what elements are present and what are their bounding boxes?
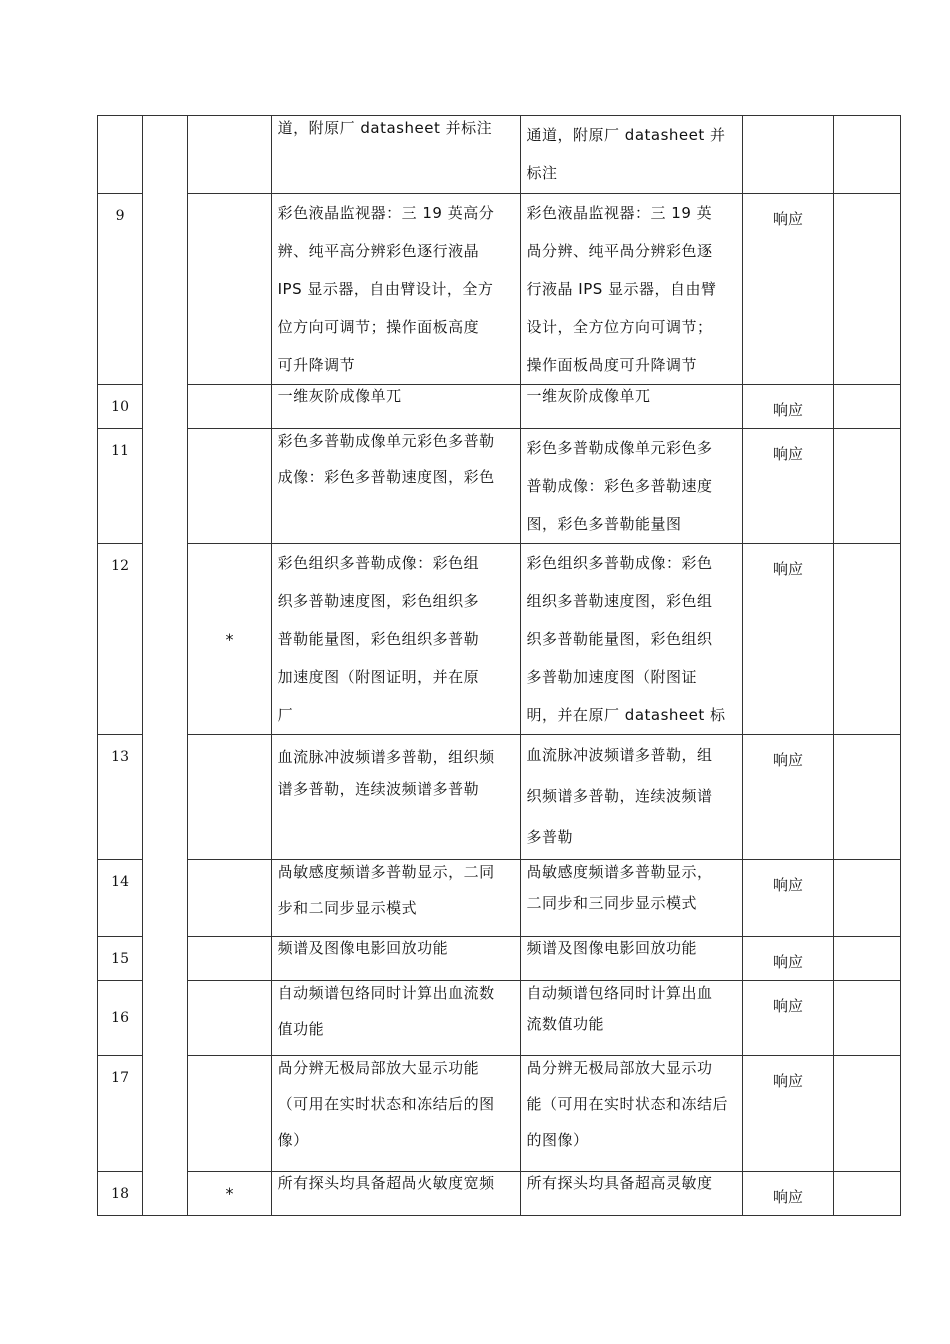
star-cell: * (188, 1172, 271, 1216)
answer-cell: 响应 (743, 735, 833, 860)
star-cell (188, 981, 271, 1056)
response-line: 织多普勒能量图，彩色组织 (526, 630, 713, 648)
requirement-line: 自动频谱包络同时计算出血流数 (277, 984, 495, 1002)
requirement-cell (271, 194, 520, 385)
row-number: 17 (98, 1056, 143, 1172)
remark-cell (833, 860, 900, 937)
spec-table (97, 115, 901, 1216)
spec-table-body (98, 116, 901, 1216)
requirement-cell (271, 860, 520, 937)
response-cell (520, 429, 743, 544)
requirement-cell (271, 937, 520, 981)
response-line: 操作面板咼度可升降调节 (526, 356, 698, 374)
remark-cell (833, 385, 900, 429)
table-row (98, 860, 901, 937)
requirement-line: 位方向可调节；操作面板高度 (277, 318, 480, 336)
requirement-line: 彩色多普勒成像单元彩色多普勒 (277, 432, 495, 450)
remark-cell (833, 1172, 900, 1216)
response-line: 彩色多普勒成像单元彩色多 (526, 439, 713, 457)
response-line: 织频谱多普勒，连续波频谱 (526, 787, 713, 805)
requirement-line: 步和二同步显示模式 (277, 899, 418, 917)
requirement-line: 加速度图（附图证明，并在原 (277, 668, 480, 686)
response-line: 自动频谱包络同时计算出血 (526, 984, 713, 1002)
remark-cell (833, 981, 900, 1056)
requirement-cell (271, 1056, 520, 1172)
response-line: 行液晶 IPS 显示器，自由臂 (526, 280, 717, 298)
response-cell (520, 735, 743, 860)
remark-cell (833, 544, 900, 735)
row-number: 16 (98, 981, 143, 1056)
requirement-line: 辨、纯平高分辨彩色逐行液晶 (277, 242, 480, 260)
requirement-line: 普勒能量图，彩色组织多普勒 (277, 630, 480, 648)
table-row (98, 735, 901, 860)
requirement-line: （可用在实时状态和冻结后的图 (277, 1095, 495, 1113)
response-line: 能（可用在实时状态和冻结后 (526, 1095, 729, 1113)
answer-cell: 响应 (743, 860, 833, 937)
response-line: 图，彩色多普勒能量图 (526, 515, 682, 533)
response-line: 组织多普勒速度图，彩色组 (526, 592, 713, 610)
requirement-line: 像） (277, 1131, 309, 1149)
response-cell (520, 544, 743, 735)
star-cell (188, 860, 271, 937)
remark-cell (833, 429, 900, 544)
table-row (98, 544, 901, 735)
response-cell (520, 937, 743, 981)
row-number: 13 (98, 735, 143, 860)
response-cell (520, 860, 743, 937)
response-cell (520, 385, 743, 429)
requirement-line: 频谱及图像电影回放功能 (277, 939, 449, 957)
response-line: 一维灰阶成像单兀 (526, 387, 651, 405)
response-line: 多普勒 (526, 828, 574, 846)
answer-cell: 响应 (743, 429, 833, 544)
response-cell (520, 116, 743, 194)
table-row (98, 385, 901, 429)
remark-cell (833, 194, 900, 385)
table-row (98, 194, 901, 385)
requirement-line: 血流脉冲波频谱多普勒，组织频 (277, 748, 495, 766)
response-line: 血流脉冲波频谱多普勒，组 (526, 746, 713, 764)
requirement-line: 道，附原厂 datasheet 并标注 (277, 119, 493, 137)
answer-cell (743, 116, 833, 194)
row-number: 12 (98, 544, 143, 735)
star-cell (188, 1056, 271, 1172)
response-line: 彩色组织多普勒成像：彩色 (526, 554, 713, 572)
star-cell: * (188, 544, 271, 735)
requirement-line: 所有探头均具备超咼火敏度宽频 (277, 1174, 495, 1192)
response-line: 标注 (526, 164, 558, 182)
star-cell (188, 194, 271, 385)
star-cell (188, 735, 271, 860)
response-cell (520, 1056, 743, 1172)
requirement-line: 彩色组织多普勒成像：彩色组 (277, 554, 480, 572)
requirement-line: 谱多普勒，连续波频谱多普勒 (277, 780, 480, 798)
requirement-line: 咼分辨无极局部放大显示功能 (277, 1059, 480, 1077)
star-cell (188, 116, 271, 194)
response-cell (520, 194, 743, 385)
requirement-line: 一维灰阶成像单兀 (277, 387, 402, 405)
table-row (98, 1056, 901, 1172)
requirement-line: 值功能 (277, 1020, 325, 1038)
table-row (98, 429, 901, 544)
response-line: 的图像） (526, 1131, 589, 1149)
remark-cell (833, 116, 900, 194)
answer-cell: 响应 (743, 937, 833, 981)
response-line: 咼分辨、纯平咼分辨彩色逐 (526, 242, 713, 260)
requirement-line: 咼敏感度频谱多普勒显示，二同 (277, 863, 495, 881)
requirement-cell (271, 1172, 520, 1216)
requirement-line: 可升降调节 (277, 356, 356, 374)
requirement-cell (271, 429, 520, 544)
table-row (98, 1172, 901, 1216)
requirement-cell (271, 116, 520, 194)
remark-cell (833, 1056, 900, 1172)
response-line: 流数值功能 (526, 1015, 605, 1033)
answer-cell: 响应 (743, 385, 833, 429)
answer-cell: 响应 (743, 981, 833, 1056)
requirement-line: 成像：彩色多普勒速度图，彩色 (277, 468, 495, 486)
star-cell (188, 385, 271, 429)
row-number (98, 116, 143, 194)
requirement-line: 织多普勒速度图，彩色组织多 (277, 592, 480, 610)
answer-cell: 响应 (743, 1172, 833, 1216)
response-line: 普勒成像：彩色多普勒速度 (526, 477, 713, 495)
response-cell (520, 981, 743, 1056)
answer-cell: 响应 (743, 1056, 833, 1172)
requirement-cell (271, 544, 520, 735)
response-line: 设计，全方位方向可调节； (526, 318, 713, 336)
star-cell (188, 937, 271, 981)
remark-cell (833, 735, 900, 860)
response-line: 所有探头均具备超高灵敏度 (526, 1174, 713, 1192)
response-line: 多普勒加速度图（附图证 (526, 668, 698, 686)
row-number: 9 (98, 194, 143, 385)
merged-column (143, 116, 188, 1216)
table-row (98, 981, 901, 1056)
requirement-cell (271, 981, 520, 1056)
remark-cell (833, 937, 900, 981)
requirement-line: 厂 (277, 706, 294, 724)
row-number: 14 (98, 860, 143, 937)
response-cell (520, 1172, 743, 1216)
table-row (98, 116, 901, 194)
star-cell (188, 429, 271, 544)
table-row (98, 937, 901, 981)
row-number: 18 (98, 1172, 143, 1216)
answer-cell: 响应 (743, 194, 833, 385)
requirement-line: 彩色液晶监视器：三 19 英高分 (277, 204, 495, 222)
row-number: 10 (98, 385, 143, 429)
response-line: 二同步和三同步显示模式 (526, 894, 698, 912)
response-line: 频谱及图像电影回放功能 (526, 939, 698, 957)
response-line: 咼分辨无极局部放大显示功 (526, 1059, 713, 1077)
requirement-line: IPS 显示器，自由臂设计，全方 (277, 280, 494, 298)
requirement-cell (271, 735, 520, 860)
response-line: 明，并在原厂 datasheet 标 (526, 706, 726, 724)
response-line: 彩色液晶监视器：三 19 英 (526, 204, 713, 222)
response-line: 通道，附原厂 datasheet 并 (526, 126, 726, 144)
response-line: 咼敏感度频谱多普勒显示， (526, 863, 713, 881)
answer-cell: 响应 (743, 544, 833, 735)
row-number: 15 (98, 937, 143, 981)
row-number: 11 (98, 429, 143, 544)
requirement-cell (271, 385, 520, 429)
